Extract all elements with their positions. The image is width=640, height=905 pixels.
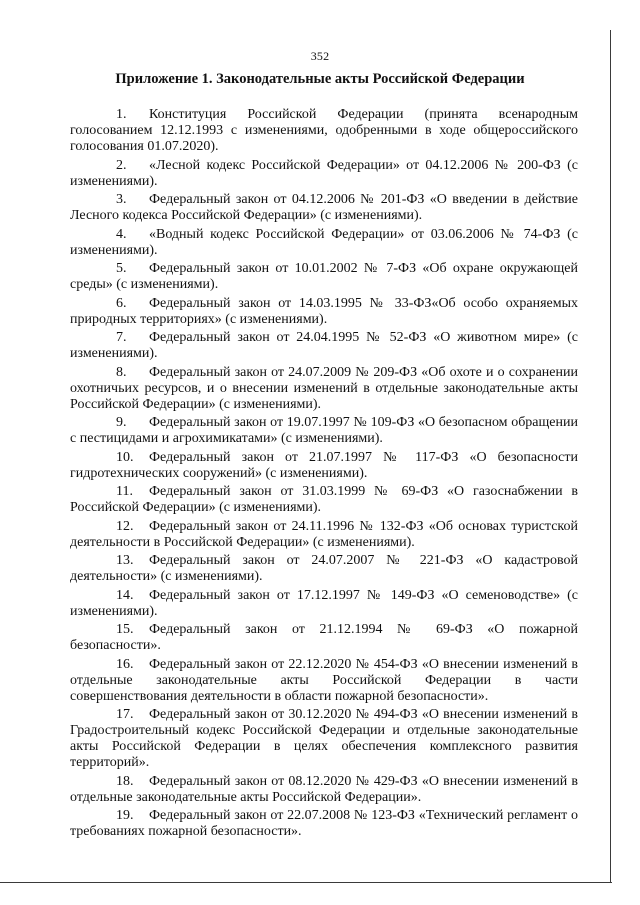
item-number: 4.	[116, 226, 127, 242]
list-item	[70, 450, 578, 482]
list-item	[70, 707, 578, 771]
item-text: Федеральный закон от 08.12.2020 № 429-ФЗ «О внесении изменений в отдельные законодательные акты Российской Федерации».	[70, 773, 578, 805]
scan-edge-right	[610, 30, 611, 882]
list-item	[70, 519, 578, 551]
page-title: Приложение 1. Законодательные акты Российской Федерации	[115, 71, 525, 87]
item-number: 7.	[116, 330, 127, 345]
list-item	[70, 588, 578, 620]
list-item	[70, 657, 578, 705]
item-text: Федеральный закон от 10.01.2002 № 7-ФЗ «Об охране окружающей среды» (с изменениями).	[70, 261, 578, 292]
item-number: 5.	[116, 261, 127, 276]
list-item	[70, 484, 578, 516]
item-number: 6.	[116, 295, 127, 311]
page-number: 352	[310, 49, 330, 63]
item-number: 1.	[116, 107, 127, 122]
item-text: Конституция Российской Федерации (принята всенародным голосованием 12.12.1993 с изменениями, одобренными в ходе общероссийского голосования 01.07.2020).	[70, 107, 578, 154]
item-text: «Водный кодекс Российской Федерации» от 03.06.2006 № 74-ФЗ (с изменениями).	[70, 226, 578, 258]
list-item	[70, 553, 578, 585]
list-item	[70, 622, 578, 654]
item-number: 13.	[116, 553, 134, 568]
item-text: Федеральный закон от 24.07.2007 № 221-ФЗ «О кадастровой деятельности» (с изменениями).	[70, 553, 578, 584]
item-text: Федеральный закон от 14.03.1995 № 33-ФЗ«Об особо охраняемых природных территориях» (с изменениями).	[70, 295, 578, 327]
legislation-list	[70, 107, 578, 843]
item-number: 12.	[116, 518, 134, 534]
item-number: 11.	[116, 484, 133, 499]
list-item	[70, 808, 578, 840]
item-number: 9.	[116, 415, 127, 430]
list-item	[70, 774, 578, 806]
item-text: Федеральный закон от 22.07.2008 № 123-ФЗ «Технический регламент о требованиях пожарной безопасности».	[70, 808, 578, 839]
list-item	[70, 227, 578, 259]
item-number: 3.	[116, 192, 127, 207]
item-text: Федеральный закон от 04.12.2006 № 201-ФЗ «О введении в действие Лесного кодекса Российской Федерации» (с изменениями).	[70, 192, 578, 223]
item-text: Федеральный закон от 24.04.1995 № 52-ФЗ «О животном мире» (с изменениями).	[70, 330, 578, 361]
item-text: Федеральный закон от 21.07.1997 № 117-ФЗ «О безопасности гидротехнических сооружений» (с изменениями).	[70, 449, 578, 481]
item-text: Федеральный закон от 30.12.2020 № 494-ФЗ «О внесении изменений в Градостроительный кодекс Российской Федерации и отдельные законодательные акты Российской Федерации в целях обеспечения комплексного развития территорий».	[70, 707, 578, 770]
item-number: 18.	[116, 773, 134, 789]
item-number: 17.	[116, 707, 134, 722]
list-item	[70, 296, 578, 328]
scan-edge-bottom	[0, 882, 612, 883]
item-text: Федеральный закон от 24.07.2009 № 209-ФЗ «Об охоте и о сохранении охотничьих ресурсов, и о внесении изменений в отдельные законодательные акты Российской Федерации» (с изменениями).	[70, 364, 578, 412]
item-text: Федеральный закон от 24.11.1996 № 132-ФЗ «Об основах туристской деятельности в Российской Федерации» (с изменениями).	[70, 518, 578, 550]
list-item	[70, 192, 578, 224]
item-text: Федеральный закон от 31.03.1999 № 69-ФЗ «О газоснабжении в Российской Федерации» (с изменениями).	[70, 484, 578, 515]
item-text: Федеральный закон от 17.12.1997 № 149-ФЗ «О семеноводстве» (с изменениями).	[70, 587, 578, 619]
item-number: 10.	[116, 449, 134, 465]
item-text: Федеральный закон от 21.12.1994 № 69-ФЗ «О пожарной безопасности».	[70, 622, 578, 653]
item-number: 19.	[116, 808, 134, 823]
list-item	[70, 107, 578, 155]
item-text: Федеральный закон от 19.07.1997 № 109-ФЗ «О безопасном обращении с пестицидами и агрохимикатами» (с изменениями).	[70, 415, 578, 446]
item-number: 14.	[116, 587, 134, 603]
item-number: 16.	[116, 656, 134, 672]
list-item	[70, 158, 578, 190]
list-item	[70, 365, 578, 413]
list-item	[70, 261, 578, 293]
list-item	[70, 330, 578, 362]
item-number: 8.	[116, 364, 127, 380]
list-item	[70, 415, 578, 447]
item-number: 2.	[116, 157, 127, 173]
item-number: 15.	[116, 622, 134, 637]
item-text: «Лесной кодекс Российской Федерации» от 04.12.2006 № 200-ФЗ (с изменениями).	[70, 157, 578, 189]
item-text: Федеральный закон от 22.12.2020 № 454-ФЗ «О внесении изменений в отдельные законодательные акты Российской Федерации в части совершенствования деятельности в области пожарной безопасности».	[70, 656, 578, 704]
